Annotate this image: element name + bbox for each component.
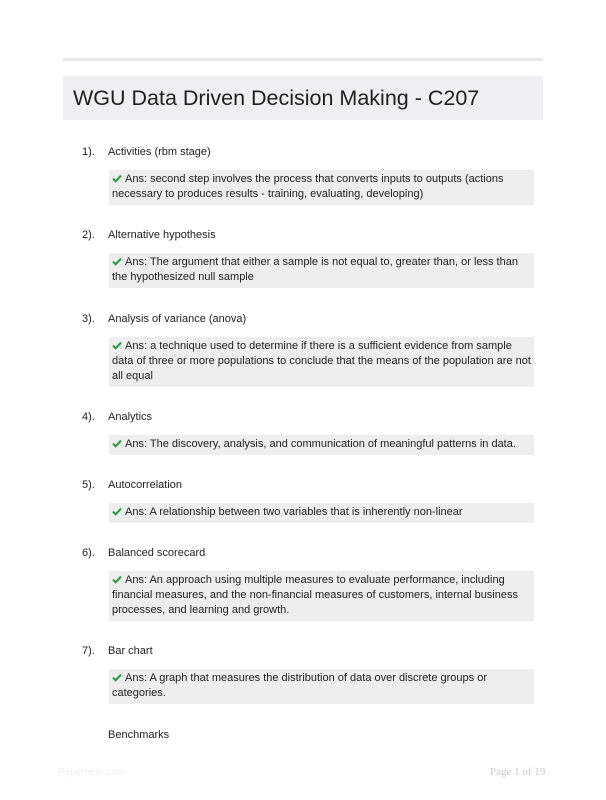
checkmark-icon xyxy=(112,439,122,448)
answer-text: Ans: A relationship between two variables that is inherently non-linear xyxy=(125,506,463,518)
page-number: Page 1 of 19 xyxy=(490,766,546,778)
item-number: 4). xyxy=(82,411,95,423)
answer-text: Ans: a technique used to determine if there is a sufficient evidence from sample data of three or more populations to conclude that the means of the population are not all equal xyxy=(112,340,531,382)
answer-text: Ans: A graph that measures the distribution of data over discrete groups or categories. xyxy=(112,672,487,699)
answer-box xyxy=(109,253,534,288)
item-question: Activities (rbm stage) xyxy=(108,146,211,158)
item-question: Balanced scorecard xyxy=(108,547,206,559)
answer-text: Ans: The discovery, analysis, and communication of meaningful patterns in data. xyxy=(125,438,516,450)
answer-text: Ans: second step involves the process that converts inputs to outputs (actions necessary to produces results - training, evaluating, developing) xyxy=(112,173,504,200)
checkmark-icon xyxy=(112,174,122,183)
answer-box xyxy=(109,503,534,523)
checkmark-icon xyxy=(112,507,122,516)
checkmark-icon xyxy=(112,257,122,266)
item-number: 6). xyxy=(82,547,95,559)
item-number: 2). xyxy=(82,229,95,241)
answer-box xyxy=(109,669,534,704)
checkmark-icon xyxy=(112,575,122,584)
answer-text: Ans: The argument that either a sample is not equal to, greater than, or less than the hypothesized null sample xyxy=(112,256,518,283)
title-banner xyxy=(63,76,543,120)
checkmark-icon xyxy=(112,341,122,350)
item-number: 3). xyxy=(82,313,95,325)
item-number: 1). xyxy=(82,146,95,158)
answer-box xyxy=(109,435,534,455)
answer-box xyxy=(109,571,534,621)
item-question: Analysis of variance (anova) xyxy=(108,313,247,325)
page-title: WGU Data Driven Decision Making - C207 xyxy=(73,86,480,110)
item-question: Analytics xyxy=(108,411,153,423)
checkmark-icon xyxy=(112,673,122,682)
watermark: Paperhelp.com xyxy=(58,767,126,778)
item-question: Bar chart xyxy=(108,645,153,657)
item-number: 5). xyxy=(82,479,95,491)
answer-box xyxy=(109,170,534,205)
top-divider xyxy=(63,58,543,61)
answer-text: Ans: An approach using multiple measures to evaluate performance, including financial measures, and the non-financial measures of customers, internal business processes, and learning and growth. xyxy=(112,574,518,616)
item-question: Alternative hypothesis xyxy=(108,229,216,241)
item-question: Benchmarks xyxy=(108,729,170,741)
item-number: 7). xyxy=(82,645,95,657)
answer-box xyxy=(109,337,534,387)
item-question: Autocorrelation xyxy=(108,479,182,491)
